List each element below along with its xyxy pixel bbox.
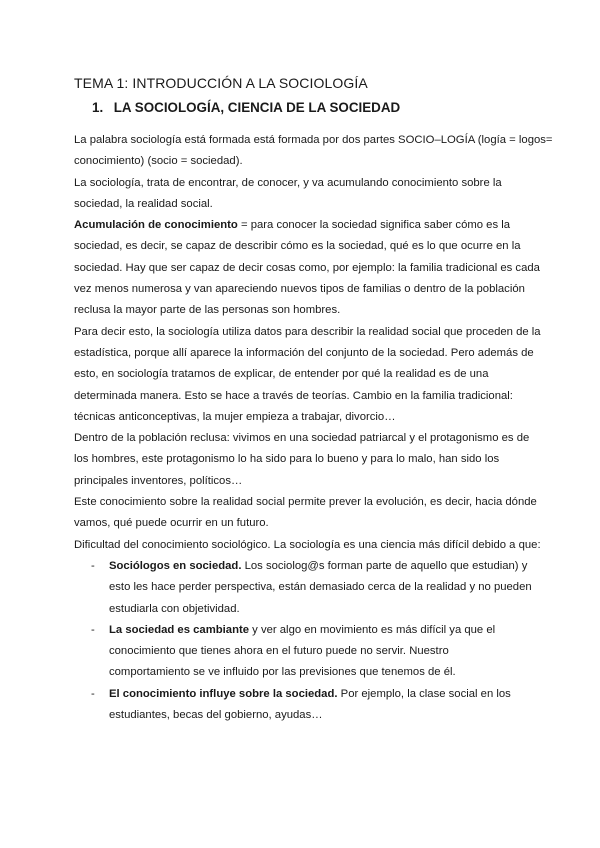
text-line [109, 620, 534, 641]
text-line: Para decir esto, la sociología utiliza datos para describir la realidad social que proceden de la [74, 325, 541, 338]
text-line: La sociología, trata de encontrar, de conocer, y va acumulando conocimiento sobre la [74, 176, 502, 189]
text-fragment: Los sociolog@s forman parte de aquello que estudian) y [241, 559, 528, 572]
text-line: esto, en sociología tratamos de explicar, de entender por qué la realidad es de una [74, 368, 489, 381]
text-line: conocimiento) (socio = sociedad). [74, 155, 243, 168]
difficulty-list [74, 556, 534, 726]
paragraph-prediction [74, 492, 537, 535]
paragraph-definition [74, 130, 553, 173]
text-line [109, 556, 534, 577]
list-item [74, 556, 534, 620]
text-line: esto les hace perder perspectiva, están demasiado cerca de la realidad y no pueden [109, 581, 532, 594]
text-line: estudiarla con objetividad. [109, 602, 240, 615]
paragraph-difficulty [74, 535, 541, 556]
paragraph-purpose [74, 173, 534, 216]
text-line: vamos, qué puede ocurrir en un futuro. [74, 517, 269, 530]
text-line: principales inventores, políticos… [74, 474, 243, 487]
text-line: estudiantes, becas del gobierno, ayudas… [109, 709, 323, 722]
text-line: técnicas anticonceptivas, la mujer empieza a trabajar, divorcio… [74, 410, 396, 423]
section-heading-text: LA SOCIOLOGÍA, CIENCIA DE LA SOCIEDAD [113, 100, 401, 115]
section-heading [92, 100, 400, 115]
list-item [74, 684, 534, 727]
list-dash: - [91, 687, 95, 700]
text-fragment: y ver algo en movimiento es más difícil ya que el [249, 623, 496, 636]
paragraph-accumulation [74, 215, 540, 321]
bold-term: Sociólogos en sociedad. [109, 559, 242, 572]
bold-term: El conocimiento influye sobre la sociedad. [109, 687, 338, 700]
text-fragment: = para conocer la sociedad significa saber cómo es la [237, 219, 511, 232]
text-line: sociedad, es decir, se capaz de describir cómo es la sociedad, qué es lo que ocurre en la [74, 240, 521, 253]
text-line: reclusa la mayor parte de las personas son hombres. [74, 304, 341, 317]
document-title: TEMA 1: INTRODUCCIÓN A LA SOCIOLOGÍA [74, 75, 368, 91]
bold-term: Acumulación de conocimiento [74, 219, 238, 232]
text-line: comportamiento se ve influido por las previsiones que tenemos de él. [109, 666, 456, 679]
text-line: vez menos numerosa y van apareciendo nuevos tipos de familias o dentro de la población [74, 283, 525, 296]
document-body [74, 130, 553, 726]
bold-term: La sociedad es cambiante [109, 623, 250, 636]
text-line: determinada manera. Esto se hace a través de teorías. Cambio en la familia tradicional: [74, 389, 513, 402]
text-line: sociedad, la realidad social. [74, 197, 213, 210]
text-line: estadística, porque allí aparece la información del conjunto de la sociedad. Pero además de [74, 346, 534, 359]
text-line: Dificultad del conocimiento sociológico. La sociología es una ciencia más difícil debido a que: [74, 538, 541, 551]
text-fragment: Por ejemplo, la clase social en los [337, 687, 511, 700]
text-line: sociedad. Hay que ser capaz de decir cosas como, por ejemplo: la familia tradicional es cada [74, 261, 540, 274]
text-line: conocimiento que tienes ahora en el futuro puede no servir. Nuestro [109, 645, 449, 658]
text-line: Este conocimiento sobre la realidad social permite prever la evolución, es decir, hacia dónde [74, 496, 537, 509]
text-line: Dentro de la población reclusa: vivimos en una sociedad patriarcal y el protagonismo es de [74, 432, 530, 445]
section-number: 1. [92, 100, 104, 115]
text-line: los hombres, este protagonismo lo ha sido para lo bueno y para lo malo, han sido los [74, 453, 500, 466]
list-dash: - [91, 559, 95, 572]
text-line: La palabra sociología está formada está formada por dos partes SOCIO–LOGÍA (logía = logos= [74, 134, 553, 146]
text-line [109, 684, 534, 705]
list-item [74, 620, 534, 684]
list-dash: - [91, 623, 95, 636]
paragraph-statistics [74, 322, 541, 428]
paragraph-prison-population [74, 428, 534, 492]
text-line [74, 215, 534, 236]
